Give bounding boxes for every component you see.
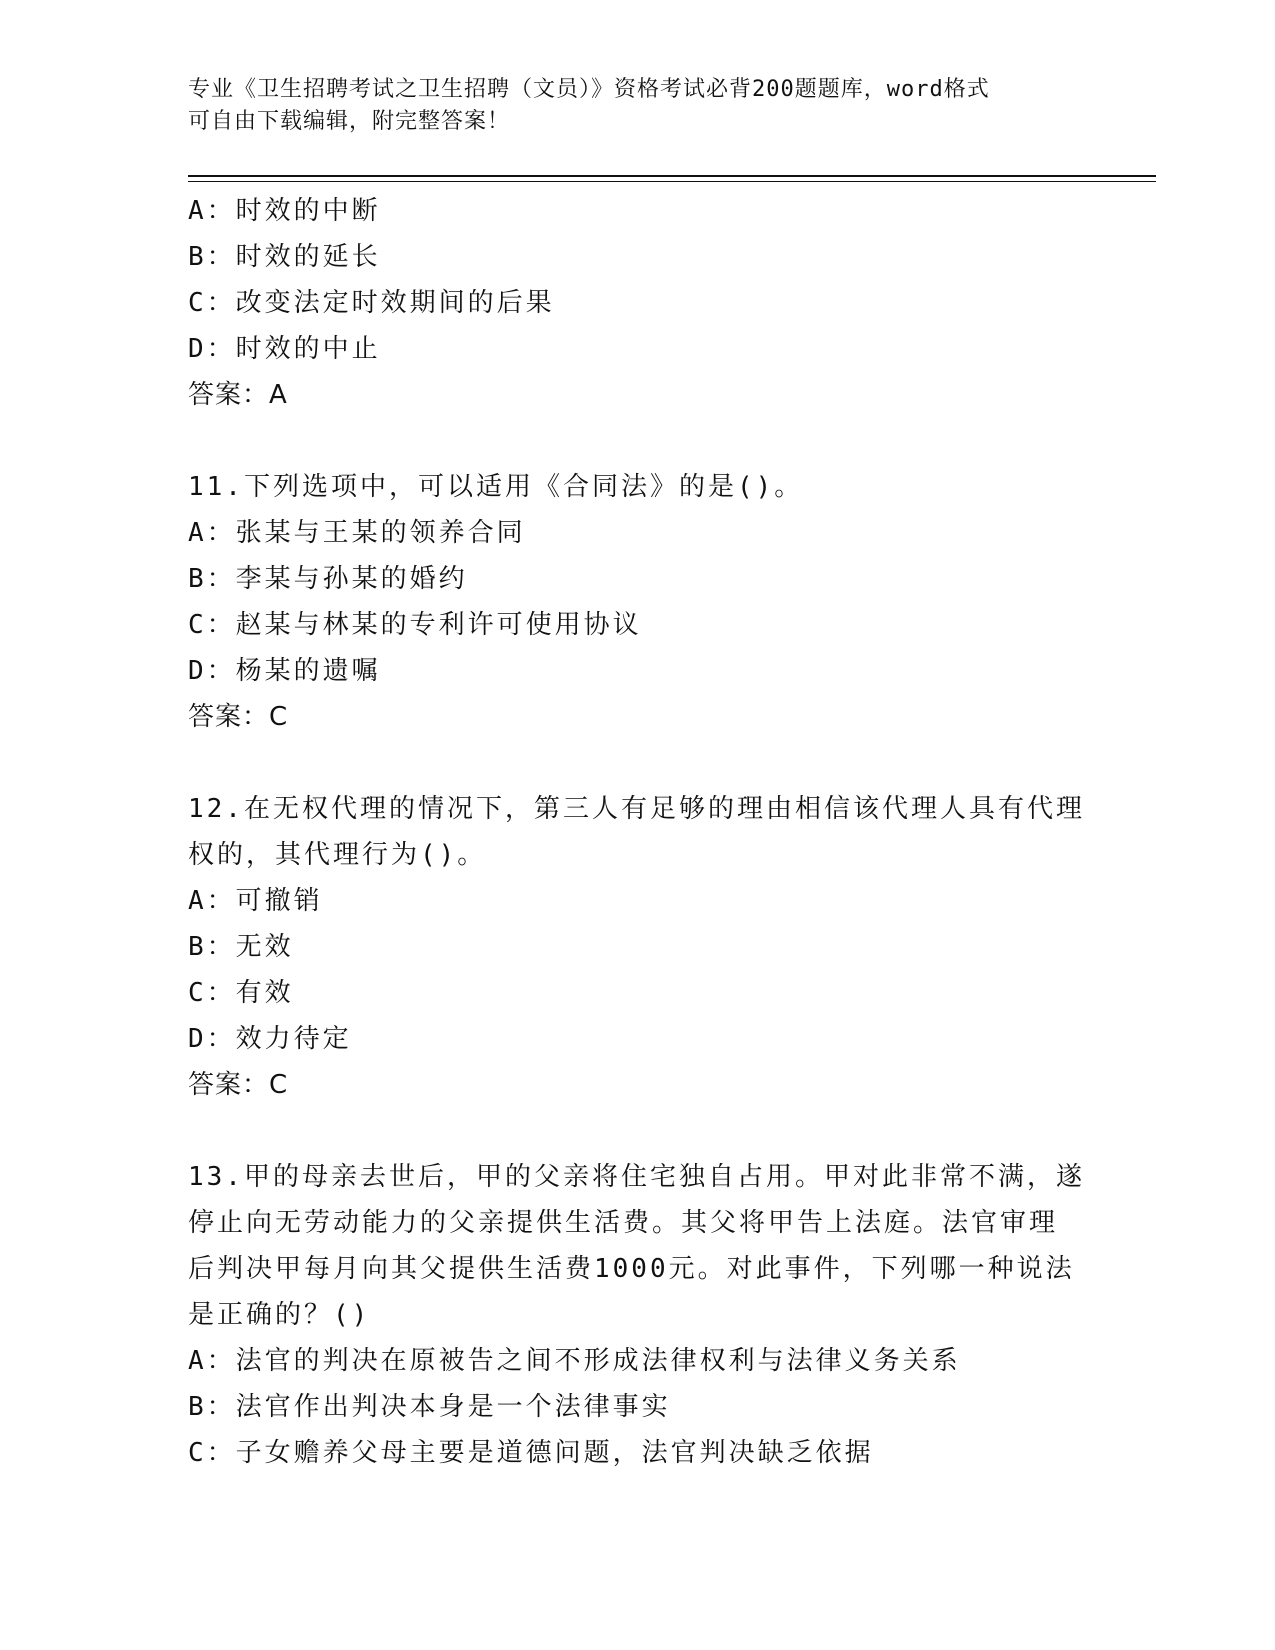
header-title-line-1: 专业《卫生招聘考试之卫生招聘（文员）》资格考试必背200题题库，word格式: [188, 77, 990, 102]
question-text-line-2: 权的，其代理行为()。: [188, 840, 487, 870]
question-text-line-4: 是正确的？(): [188, 1300, 371, 1330]
question-13: [188, 1154, 1088, 1476]
question-11: [188, 464, 1088, 740]
option-c: C：有效: [188, 978, 294, 1008]
option-a: A：法官的判决在原被告之间不形成法律权利与法律义务关系: [188, 1346, 961, 1376]
question-list: [188, 188, 1088, 1476]
spacer: [188, 418, 1088, 464]
question-12: [188, 786, 1088, 1108]
option-d: D：效力待定: [188, 1024, 352, 1054]
option-b: B：李某与孙某的婚约: [188, 564, 468, 594]
option-a: A：张某与王某的领养合同: [188, 518, 526, 548]
question-text: 11.下列选项中，可以适用《合同法》的是()。: [188, 472, 804, 502]
option-a: A：可撤销: [188, 886, 323, 916]
header-divider-thin: [188, 181, 1156, 182]
option-c: C：改变法定时效期间的后果: [188, 288, 555, 318]
option-c: C：子女赡养父母主要是道德问题，法官判决缺乏依据: [188, 1438, 874, 1468]
question-text-line-3: 后判决甲每月向其父提供生活费1000元。对此事件，下列哪一种说法: [188, 1254, 1075, 1284]
question-10: [188, 188, 1088, 418]
answer: 答案：A: [188, 380, 288, 410]
header-divider-thick: [188, 175, 1156, 177]
spacer: [188, 1108, 1088, 1154]
option-a: A：时效的中断: [188, 196, 381, 226]
option-c: C：赵某与林某的专利许可使用协议: [188, 610, 642, 640]
option-b: B：时效的延长: [188, 242, 381, 272]
document-header: [188, 74, 1068, 138]
answer: 答案：C: [188, 1070, 289, 1100]
question-text-line-1: 13.甲的母亲去世后，甲的父亲将住宅独自占用。甲对此非常不满，遂: [188, 1162, 1085, 1192]
spacer: [188, 740, 1088, 786]
option-d: D：时效的中止: [188, 334, 381, 364]
question-text-line-1: 12.在无权代理的情况下，第三人有足够的理由相信该代理人具有代理: [188, 794, 1085, 824]
answer: 答案：C: [188, 702, 289, 732]
option-b: B：法官作出判决本身是一个法律事实: [188, 1392, 671, 1422]
option-d: D：杨某的遗嘱: [188, 656, 381, 686]
question-text-line-2: 停止向无劳动能力的父亲提供生活费。其父将甲告上法庭。法官审理: [188, 1208, 1059, 1238]
option-b: B：无效: [188, 932, 294, 962]
header-title-line-2: 可自由下载编辑，附完整答案！: [188, 109, 511, 134]
